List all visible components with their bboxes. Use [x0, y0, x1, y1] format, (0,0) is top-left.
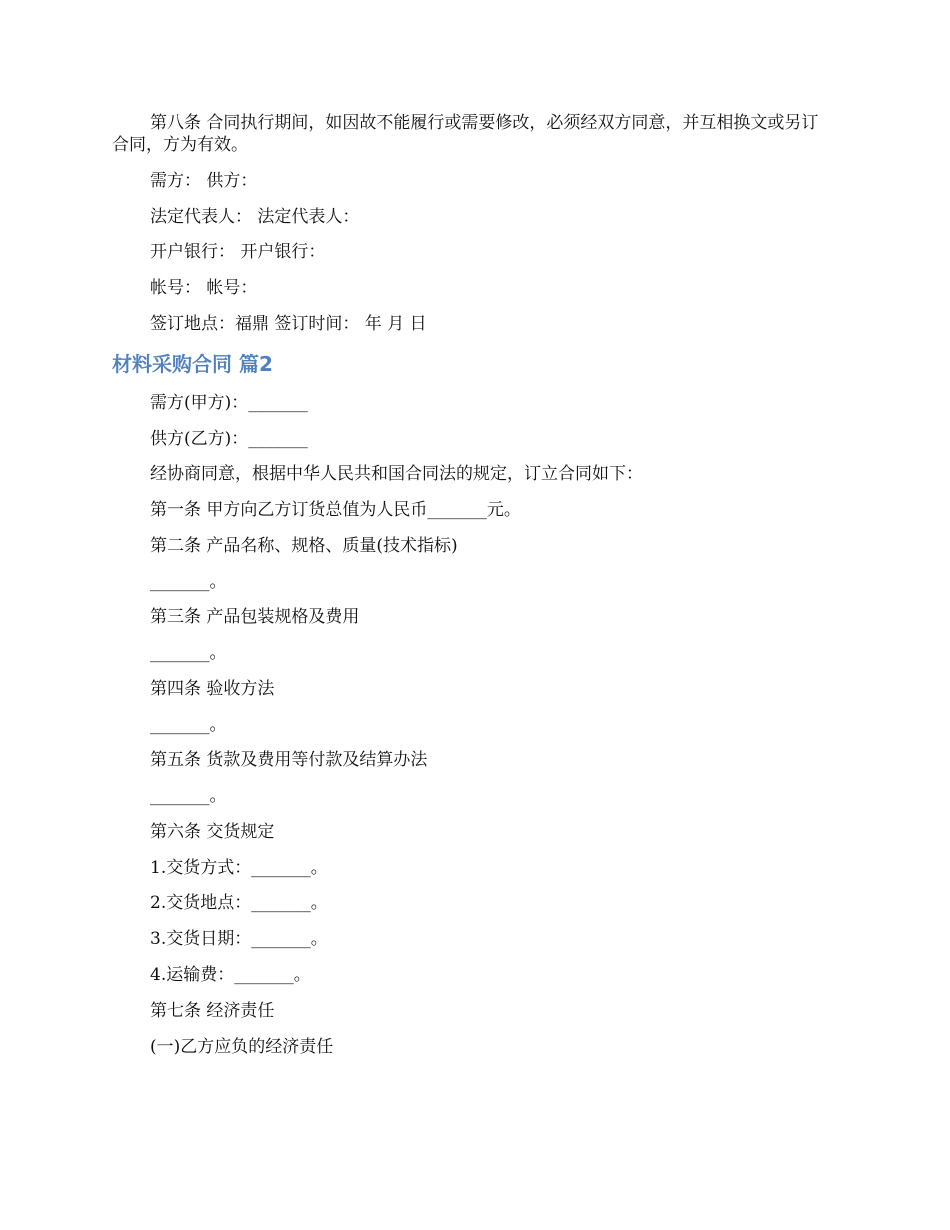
delivery-date: 3.交货日期：_______。 [150, 929, 328, 949]
section-heading: 材料采购合同 篇2 [112, 352, 273, 376]
delivery-method: 1.交货方式：_______。 [150, 858, 328, 878]
article-4: 第四条 验收方法 [150, 679, 275, 699]
legal-representatives-line: 法定代表人： 法定代表人： [150, 207, 360, 227]
bank-line: 开户银行： 开户银行： [150, 242, 326, 262]
buyer-party-a: 需方(甲方)：_______ [150, 393, 308, 413]
article-7: 第七条 经济责任 [150, 1001, 275, 1021]
article-5: 第五条 货款及费用等付款及结算办法 [150, 750, 428, 770]
delivery-place: 2.交货地点：_______。 [150, 893, 328, 913]
buyer-seller-line: 需方： 供方： [150, 171, 258, 191]
contract-intro: 经协商同意，根据中华人民共和国合同法的规定，订立合同如下： [150, 464, 643, 484]
seller-party-b: 供方(乙方)：_______ [150, 429, 308, 449]
sign-place-time-line: 签订地点：福鼎 签订时间： 年 月 日 [150, 314, 427, 334]
article-2-blank: _______。 [150, 572, 227, 592]
article-8-paragraph: 第八条 合同执行期间，如因故不能履行或需要修改，必须经双方同意，并互相换文或另订合同，方为有效。 [112, 113, 819, 155]
account-line: 帐号： 帐号： [150, 278, 258, 298]
article-2: 第二条 产品名称、规格、质量(技术指标) [150, 536, 458, 556]
article-3: 第三条 产品包装规格及费用 [150, 607, 360, 627]
article-6: 第六条 交货规定 [150, 822, 275, 842]
freight-cost: 4.运输费：_______。 [150, 965, 311, 985]
article-4-blank: _______。 [150, 715, 227, 735]
seller-liability: (一)乙方应负的经济责任 [150, 1037, 334, 1057]
article-1: 第一条 甲方向乙方订货总值为人民币_______元。 [150, 500, 521, 520]
article-3-blank: _______。 [150, 643, 227, 663]
article-5-blank: _______。 [150, 786, 227, 806]
